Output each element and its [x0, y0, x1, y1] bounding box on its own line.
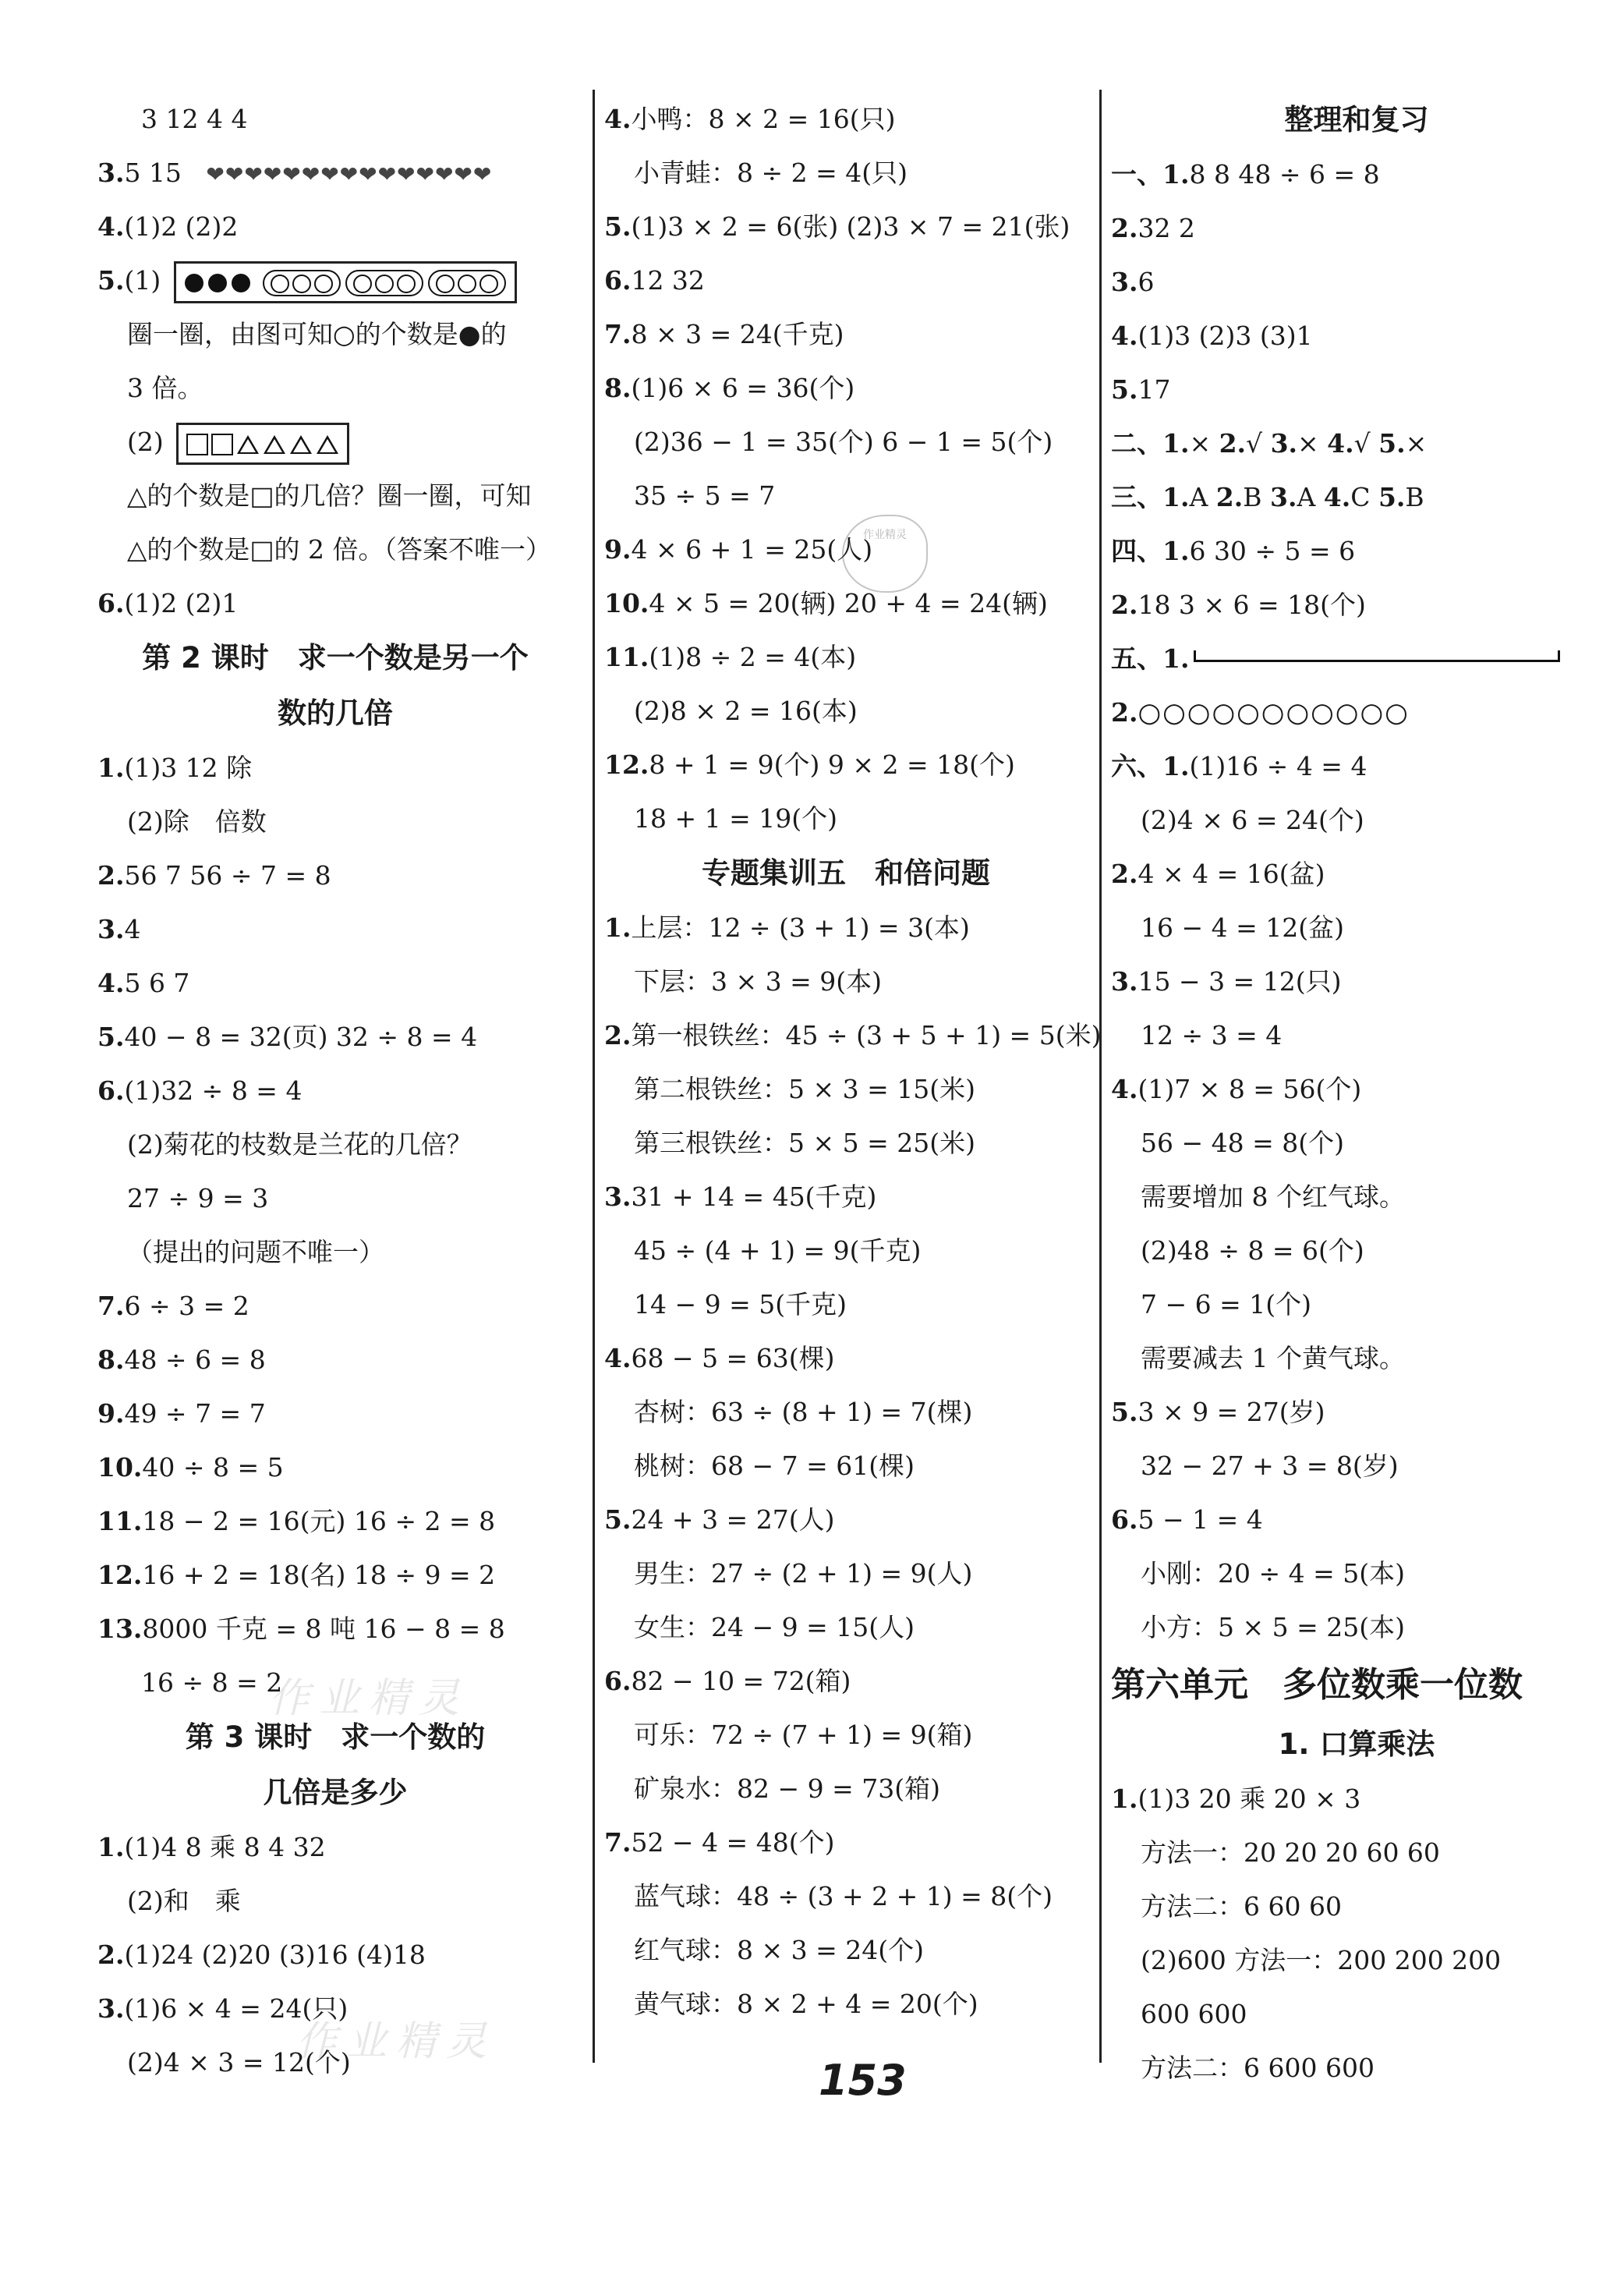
answer-text: ×: [1405, 428, 1428, 459]
answer-text: A: [1189, 482, 1216, 512]
answer-line: [97, 1820, 573, 1874]
answer-line: [604, 1493, 1088, 1546]
answer-line: [97, 795, 573, 848]
question-number: 6.: [604, 1666, 632, 1696]
answer-line: [604, 307, 1088, 361]
answer-text: √: [1353, 428, 1379, 459]
answer-text: 49 ÷ 7 = 7: [124, 1398, 266, 1429]
answer-text: 27 ÷ 9 = 3: [127, 1183, 269, 1213]
answer-text: 18 + 1 = 19(个): [634, 803, 837, 834]
answer-text: 小方：5 × 5 = 25(本): [1141, 1612, 1405, 1642]
section-heading: 1. 口算乘法: [1278, 1727, 1435, 1761]
unit-heading: 第六单元 多位数乘一位数: [1111, 1665, 1523, 1705]
question-number: 7.: [604, 1827, 632, 1858]
answer-line: [1111, 901, 1602, 955]
answer-line: [604, 738, 1088, 792]
answer-line: [1111, 524, 1602, 578]
answer-text: 48 ÷ 6 = 8: [124, 1344, 266, 1375]
answer-text: 32 2: [1138, 213, 1195, 243]
answer-text: 3 倍。: [127, 373, 203, 403]
answer-text: 需要增加 8 个红气球。: [1141, 1181, 1405, 1212]
answer-text: (2)4 × 3 = 12(个): [127, 2047, 351, 2078]
answer-line: [97, 1010, 573, 1064]
answer-line: [604, 576, 1088, 630]
question-number: 5.: [1111, 374, 1138, 405]
answer-text: 4 × 5 = 20(辆) 20 + 4 = 24(辆): [649, 588, 1048, 618]
answer-text: 方法二：6 60 60: [1141, 1891, 1342, 1922]
answer-line: [97, 1064, 573, 1118]
answer-text: (2)600 方法一：200 200 200: [1141, 1945, 1502, 1975]
answer-text: 4: [124, 914, 141, 944]
answer-text: B: [1243, 482, 1270, 512]
answer-line: [1111, 1116, 1602, 1170]
answer-line: [97, 1118, 573, 1171]
question-number: 3.: [97, 158, 125, 188]
answer-line: [1111, 1008, 1602, 1062]
answer-line: [604, 415, 1088, 469]
question-number: 1.: [604, 912, 632, 943]
question-number: 2.: [1111, 590, 1138, 620]
answer-text: 下层：3 × 3 = 9(本): [634, 966, 882, 997]
answer-text: C: [1350, 482, 1378, 512]
answer-text: 35 ÷ 5 = 7: [634, 480, 776, 511]
answer-text: (1)2 (2)1: [124, 588, 239, 618]
hearts-figure: ❤❤❤❤❤❤❤❤❤❤❤❤❤❤❤: [206, 161, 493, 187]
question-number: 5.: [1378, 482, 1406, 512]
question-number: 一、1.: [1111, 159, 1190, 190]
question-number: 5.: [1111, 1397, 1138, 1427]
circles-figure: ○○○○○○○○○○○: [1138, 697, 1410, 728]
question-number: 11.: [97, 1506, 143, 1536]
question-number: 3.: [604, 1181, 632, 1212]
question-number: 6.: [1111, 1504, 1138, 1535]
answer-text: (1)24 (2)20 (3)16 (4)18: [124, 1940, 426, 1970]
answer-text: 24 + 3 = 27(人): [631, 1504, 835, 1535]
question-number: 4.: [1111, 1074, 1138, 1104]
question-number: 2.: [1111, 859, 1138, 889]
answer-line: [97, 1171, 573, 1225]
answer-text: 杏树：63 ÷ (8 + 1) = 7(棵): [634, 1397, 973, 1427]
answer-line: [604, 1170, 1088, 1224]
answer-text: 4 × 4 = 16(盆): [1138, 859, 1325, 889]
question-number: 5.: [97, 1022, 125, 1052]
answer-line: [604, 200, 1088, 253]
answer-line: [1111, 1277, 1602, 1331]
answer-line: [604, 684, 1088, 738]
answer-line: [1111, 2041, 1602, 2095]
section-heading: 整理和复习: [1284, 103, 1429, 136]
answer-text: (1)6 × 6 = 36(个): [631, 373, 855, 403]
answer-text: 32 − 27 + 3 = 8(岁): [1141, 1451, 1399, 1481]
answer-text: 5 6 7: [124, 968, 190, 998]
question-number: 1.: [97, 1832, 125, 1862]
question-number: 二、1.: [1111, 428, 1190, 459]
answer-text: 16 − 4 = 12(盆): [1141, 912, 1344, 943]
question-number: 6.: [97, 1075, 125, 1106]
question-number: 10.: [97, 1452, 143, 1483]
question-number: 4.: [604, 1343, 632, 1373]
answer-line: [1111, 147, 1602, 201]
answer-line: [97, 307, 573, 361]
answer-line: [604, 361, 1088, 415]
answer-line: [97, 200, 573, 253]
answer-line: [604, 1439, 1088, 1493]
answer-column-1: [97, 92, 573, 2089]
answer-line: [604, 901, 1088, 955]
question-number: 3.: [1111, 267, 1138, 297]
answer-text: 红气球：8 × 3 = 24(个): [634, 1935, 924, 1965]
answer-line: [97, 1494, 573, 1548]
answer-text: ×: [1189, 428, 1219, 459]
answer-line: [97, 146, 573, 200]
question-number: 11.: [604, 642, 649, 672]
answer-text: 小青蛙：8 ÷ 2 = 4(只): [634, 158, 908, 188]
answer-text: 3 × 9 = 27(岁): [1138, 1397, 1325, 1427]
answer-text: 52 − 4 = 48(个): [631, 1827, 835, 1858]
answer-text: 6 30 ÷ 5 = 6: [1189, 536, 1356, 566]
answer-line: [1111, 632, 1602, 685]
answer-line: [604, 469, 1088, 523]
answer-line: [604, 1224, 1088, 1277]
answer-line: [1111, 1546, 1602, 1600]
answer-text: 需要减去 1 个黄气球。: [1141, 1343, 1405, 1373]
answer-text: △的个数是□的 2 倍。（答案不唯一）: [127, 534, 552, 565]
answer-line: [1111, 793, 1602, 847]
answer-line: [604, 1762, 1088, 1816]
answer-line: [1111, 1933, 1602, 1987]
answer-text: 小刚：20 ÷ 4 = 5(本): [1141, 1558, 1405, 1589]
answer-text: (1)6 × 4 = 24(只): [124, 1993, 349, 2024]
answer-text: 小鸭：8 × 2 = 16(只): [631, 104, 896, 134]
answer-text: 方法二：6 600 600: [1141, 2053, 1375, 2083]
question-number: 5.: [1378, 428, 1406, 459]
answer-text: 600 600: [1141, 1999, 1247, 2029]
question-number: 6.: [97, 588, 125, 618]
answer-line: [97, 253, 573, 307]
section-heading: 专题集训五 和倍问题: [702, 856, 990, 890]
answer-line: [604, 92, 1088, 146]
answer-text: (2)8 × 2 = 16(本): [634, 696, 858, 726]
answer-text: 31 + 14 = 45(千克): [631, 1181, 877, 1212]
answer-line: [1111, 1224, 1602, 1277]
answer-line: [604, 955, 1088, 1008]
answer-text: 圈一圈，由图可知○的个数是●的: [127, 319, 507, 349]
answer-text: 8 + 1 = 9(个) 9 × 2 = 18(个): [649, 749, 1015, 780]
answer-text: 16 ÷ 8 = 2: [141, 1667, 283, 1698]
question-number: 4.: [1327, 428, 1354, 459]
question-number: 12.: [604, 749, 649, 780]
answer-text: 14 − 9 = 5(千克): [634, 1289, 847, 1320]
question-number: 5.: [604, 1504, 632, 1535]
answer-line: [1111, 578, 1602, 632]
dots-rings-figure: [174, 261, 518, 303]
question-number: 8.: [604, 373, 632, 403]
answer-line: [97, 956, 573, 1010]
answer-line: [97, 1548, 573, 1602]
answer-text: (2)和 乘: [127, 1886, 241, 1916]
question-number: 五、1.: [1111, 643, 1190, 674]
answer-line: [1111, 1062, 1602, 1116]
question-number: 5.: [604, 211, 632, 242]
answer-text: 黄气球：8 × 2 + 4 = 20(个): [634, 1989, 978, 2019]
answer-text: 45 ÷ (4 + 1) = 9(千克): [634, 1235, 922, 1266]
answer-text: 16 + 2 = 18(名) 18 ÷ 9 = 2: [142, 1560, 496, 1590]
answer-text: B: [1405, 482, 1424, 512]
answer-line: [1111, 1331, 1602, 1385]
answer-line: [604, 1008, 1102, 1062]
column-divider: [593, 90, 595, 2063]
page-number: 153: [819, 2056, 907, 2105]
answer-text: 第三根铁丝：5 × 5 = 25(米): [634, 1128, 975, 1158]
answer-text: 蓝气球：48 ÷ (3 + 2 + 1) = 8(个): [634, 1881, 1053, 1911]
question-number: 5.: [97, 265, 125, 296]
answer-text: 8 8 48 ÷ 6 = 8: [1189, 159, 1380, 190]
question-number: 9.: [97, 1398, 125, 1429]
answer-text: (2)36 − 1 = 35(个) 6 − 1 = 5(个): [634, 427, 1053, 457]
answer-line: [1111, 1987, 1602, 2041]
answer-text: 8000 千克 = 8 吨 16 − 8 = 8: [142, 1614, 505, 1644]
answer-text: 18 − 2 = 16(元) 16 ÷ 2 = 8: [142, 1506, 496, 1536]
question-number: 2.: [1111, 213, 1138, 243]
question-number: 4.: [1111, 321, 1138, 351]
answer-text: 4 × 6 + 1 = 25(人): [631, 534, 873, 565]
question-number: 3.: [97, 914, 125, 944]
answer-text: 12 32: [631, 265, 705, 296]
question-number: 三、1.: [1111, 482, 1190, 512]
answer-line: [97, 1333, 573, 1387]
answer-line: [97, 902, 573, 956]
answer-line: [97, 361, 573, 415]
answer-line: [97, 1225, 573, 1279]
question-number: 1.: [97, 753, 125, 783]
section-heading: 数的几倍: [278, 696, 393, 730]
answer-text: 可乐：72 ÷ (7 + 1) = 9(箱): [634, 1720, 973, 1750]
answer-column-2: [604, 92, 1102, 2031]
question-number: 四、1.: [1111, 536, 1190, 566]
answer-line: [1111, 1385, 1602, 1439]
answer-line: [1111, 363, 1602, 416]
answer-text: 3 12 4 4: [141, 104, 248, 134]
answer-line: [97, 848, 573, 902]
answer-line: [604, 1816, 1088, 1869]
stamp-logo: 作业精灵: [842, 515, 928, 593]
answer-line: [1111, 955, 1602, 1008]
answer-text: 5 − 1 = 4: [1138, 1504, 1263, 1535]
answer-text: (1)16 ÷ 4 = 4: [1189, 751, 1367, 781]
answer-text: 桃树：68 − 7 = 61(棵): [634, 1451, 915, 1481]
column-divider: [1099, 90, 1102, 2063]
answer-line: [604, 792, 1088, 845]
answer-text: (2)菊花的枝数是兰花的几倍？: [127, 1129, 472, 1160]
answer-line: [604, 1654, 1088, 1708]
answer-line: [604, 1331, 1088, 1385]
answer-line: [604, 253, 1088, 307]
answer-text: △的个数是□的几倍？圈一圈，可知: [127, 480, 532, 511]
answer-line: [1111, 201, 1602, 255]
answer-line: [604, 1977, 1088, 2031]
answer-line: [97, 415, 573, 469]
answer-line: [97, 576, 573, 630]
answer-line: [604, 146, 1088, 200]
answer-text: 5 15: [124, 158, 182, 188]
answer-line: [97, 1440, 573, 1494]
answer-text: 方法一：20 20 20 60 60: [1141, 1837, 1440, 1868]
section-heading: 几倍是多少: [263, 1776, 408, 1809]
question-number: 12.: [97, 1560, 143, 1590]
answer-text: 第一根铁丝：45 ÷ (3 + 5 + 1) = 5(米): [631, 1020, 1102, 1050]
answer-line: [1111, 1493, 1602, 1546]
answer-line: [604, 1116, 1088, 1170]
answer-line: [1111, 416, 1602, 470]
answer-line: [604, 1600, 1088, 1654]
answer-line: [1111, 1170, 1602, 1224]
answer-text: (1): [124, 265, 161, 296]
answer-text: 40 ÷ 8 = 5: [142, 1452, 284, 1483]
answer-text: 女生：24 − 9 = 15(人): [634, 1612, 915, 1642]
answer-text: 56 7 56 ÷ 7 = 8: [124, 860, 331, 891]
answer-text: 82 − 10 = 72(箱): [631, 1666, 851, 1696]
question-number: 1.: [1111, 1784, 1138, 1814]
question-number: 6.: [604, 265, 632, 296]
question-number: 4.: [604, 104, 632, 134]
question-number: 8.: [97, 1344, 125, 1375]
answer-line: [604, 1385, 1088, 1439]
answer-text: 15 − 3 = 12(只): [1138, 966, 1342, 997]
question-number: 3.: [1111, 966, 1138, 997]
answer-text: 矿泉水：82 − 9 = 73(箱): [634, 1773, 940, 1804]
answer-text: 6: [1138, 267, 1155, 297]
answer-line: [1111, 847, 1602, 901]
answer-line: [97, 1387, 573, 1440]
watermark: 作业精灵: [269, 1675, 469, 1722]
answer-text: (2)除 倍数: [127, 806, 267, 837]
answer-line: [1111, 470, 1602, 524]
answer-text: 68 − 5 = 63(棵): [631, 1343, 835, 1373]
question-number: 10.: [604, 588, 649, 618]
question-number: 2.: [1111, 697, 1138, 728]
question-number: 2.: [1215, 482, 1244, 512]
answer-text: A: [1297, 482, 1324, 512]
answer-line: [1111, 1600, 1602, 1654]
question-number: 2.: [97, 860, 125, 891]
answer-text: (1)3 × 2 = 6(张) (2)3 × 7 = 21(张): [631, 211, 1070, 242]
answer-text: 8 × 3 = 24(千克): [631, 319, 844, 349]
answer-text: 12 ÷ 3 = 4: [1141, 1020, 1283, 1050]
question-number: 9.: [604, 534, 632, 565]
line-segment-figure: [1194, 660, 1560, 662]
answer-line: [1111, 1772, 1602, 1826]
section-heading: 第 3 课时 求一个数的: [185, 1720, 486, 1754]
question-number: 六、1.: [1111, 751, 1190, 781]
answer-line: [97, 92, 573, 146]
answer-text: （提出的问题不唯一）: [127, 1237, 384, 1267]
answer-text: 56 − 48 = 8(个): [1141, 1128, 1344, 1158]
answer-line: [1111, 1439, 1602, 1493]
answer-line: [604, 1277, 1088, 1331]
question-number: 2.: [604, 1020, 632, 1050]
answer-line: [1111, 685, 1602, 739]
answer-text: (1)8 ÷ 2 = 4(本): [649, 642, 857, 672]
answer-line: [604, 1708, 1088, 1762]
squares-triangles-figure: [176, 423, 349, 465]
answer-line: [97, 523, 573, 576]
answer-line: [97, 741, 573, 795]
question-number: 2.: [97, 1940, 125, 1970]
answer-line: [97, 1874, 573, 1928]
answer-line: [604, 1869, 1088, 1923]
answer-line: [1111, 1879, 1602, 1933]
answer-line: [604, 1062, 1088, 1116]
answer-line: [1111, 1826, 1602, 1879]
answer-column-3: [1111, 92, 1602, 2095]
answer-line: [604, 1923, 1088, 1977]
answer-line: [97, 1602, 573, 1656]
answer-line: [604, 630, 1088, 684]
answer-text: ×: [1297, 428, 1328, 459]
question-number: 7.: [97, 1291, 125, 1321]
section-heading: 第 2 课时 求一个数是另一个: [142, 641, 529, 675]
answer-text: (1)3 (2)3 (3)1: [1138, 321, 1313, 351]
answer-text: (1)4 8 乘 8 4 32: [124, 1832, 326, 1862]
answer-text: 7 − 6 = 1(个): [1141, 1289, 1311, 1320]
answer-text: (2): [127, 427, 164, 457]
answer-text: 第二根铁丝：5 × 3 = 15(米): [634, 1074, 975, 1104]
question-number: 2.: [1219, 428, 1247, 459]
watermark: 作业精灵: [296, 2018, 497, 2065]
answer-text: √: [1246, 428, 1271, 459]
answer-text: (2)48 ÷ 8 = 6(个): [1141, 1235, 1364, 1266]
answer-text: (1)2 (2)2: [124, 211, 239, 242]
answer-line: [97, 1279, 573, 1333]
answer-line: [1111, 255, 1602, 309]
answer-text: 男生：27 ÷ (2 + 1) = 9(人): [634, 1558, 973, 1589]
answer-text: (1)3 12 除: [124, 753, 253, 783]
answer-text: 6 ÷ 3 = 2: [124, 1291, 249, 1321]
answer-text: 上层：12 ÷ (3 + 1) = 3(本): [631, 912, 970, 943]
answer-text: (2)4 × 6 = 24(个): [1141, 805, 1364, 835]
answer-line: [1111, 739, 1602, 793]
answer-text: (1)7 × 8 = 56(个): [1138, 1074, 1362, 1104]
question-number: 4.: [97, 968, 125, 998]
answer-line: [97, 469, 573, 523]
question-number: 3.: [97, 1993, 125, 2024]
answer-text: 18 3 × 6 = 18(个): [1138, 590, 1366, 620]
question-number: 3.: [1269, 482, 1297, 512]
question-number: 7.: [604, 319, 632, 349]
question-number: 4.: [97, 211, 125, 242]
answer-text: (1)3 20 乘 20 × 3: [1138, 1784, 1361, 1814]
answer-text: (1)32 ÷ 8 = 4: [124, 1075, 303, 1106]
answer-text: 17: [1138, 374, 1171, 405]
answer-text: 40 − 8 = 32(页) 32 ÷ 8 = 4: [124, 1022, 478, 1052]
question-number: 13.: [97, 1614, 143, 1644]
question-number: 3.: [1270, 428, 1298, 459]
answer-line: [604, 1546, 1088, 1600]
answer-line: [1111, 309, 1602, 363]
question-number: 4.: [1323, 482, 1351, 512]
answer-line: [97, 1928, 573, 1982]
